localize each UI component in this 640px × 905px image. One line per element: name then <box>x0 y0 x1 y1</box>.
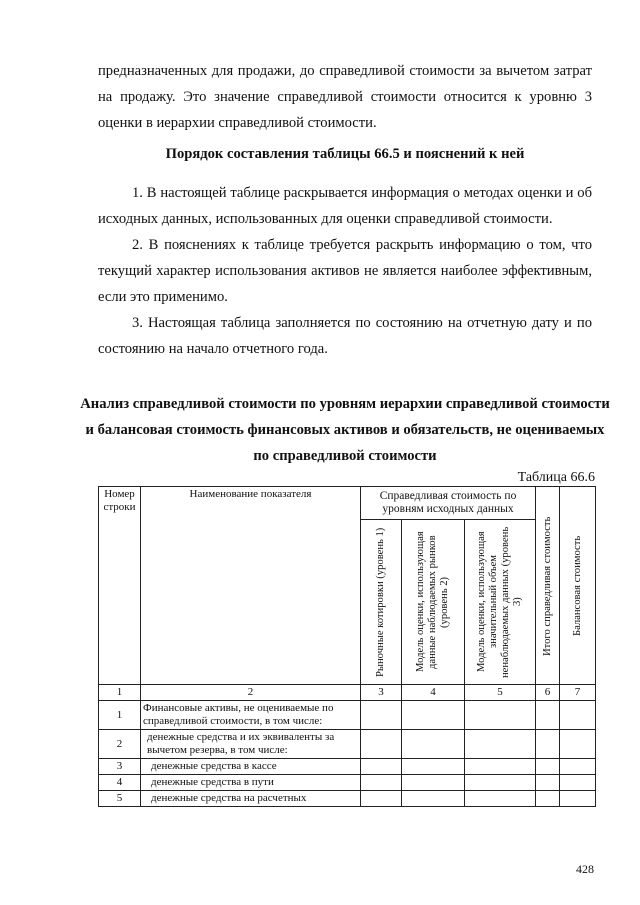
empty-cell <box>361 730 402 759</box>
header-fair-value-group: Справедливая стоимость по уровням исходных данных <box>361 487 536 520</box>
row-name: Финансовые активы, не оцениваемые по справедливой стоимости, в том числе: <box>141 701 361 730</box>
numbered-paragraph-1: 1. В настоящей таблице раскрывается информация о методах оценки и об исходных данных, использованных для оценки справедливой стоимости. <box>98 185 592 227</box>
row-number: 1 <box>99 701 141 730</box>
empty-cell <box>361 791 402 807</box>
empty-cell <box>402 775 465 791</box>
column-number-row <box>99 685 596 701</box>
table-row <box>99 791 596 807</box>
empty-cell <box>536 759 560 775</box>
column-number: 3 <box>361 685 402 701</box>
table-row <box>99 759 596 775</box>
intro-paragraph: предназначенных для продажи, до справедливой стоимости за вычетом затрат на продажу. Это значение справедливой стоимости относится к уровню 3 оценки в иерархии справедливой стоимости. <box>98 63 592 131</box>
numbered-paragraph-3: 3. Настоящая таблица заполняется по состоянию на отчетную дату и по состоянию на начало отчетного года. <box>98 315 592 357</box>
row-name: денежные средства в кассе <box>141 759 361 775</box>
empty-cell <box>560 775 596 791</box>
empty-cell <box>536 775 560 791</box>
empty-cell <box>402 759 465 775</box>
table-row <box>99 730 596 759</box>
empty-cell <box>361 701 402 730</box>
empty-cell <box>465 701 536 730</box>
row-name: денежные средства на расчетных <box>141 791 361 807</box>
header-level3-cell <box>465 520 536 685</box>
row-number: 5 <box>99 791 141 807</box>
empty-cell <box>402 791 465 807</box>
row-name: денежные средства в пути <box>141 775 361 791</box>
header-total-fair-value: Итого справедливая стоимость <box>541 515 553 656</box>
column-number: 4 <box>402 685 465 701</box>
empty-cell <box>361 759 402 775</box>
empty-cell <box>560 791 596 807</box>
header-level2-cell <box>402 520 465 685</box>
row-number: 3 <box>99 759 141 775</box>
row-number: 4 <box>99 775 141 791</box>
header-level1: Рыночные котировки (уровень 1) <box>375 527 386 677</box>
section-heading: Порядок составления таблицы 66.5 и пояснений к ней <box>165 146 525 162</box>
table-row <box>99 701 596 730</box>
empty-cell <box>560 759 596 775</box>
column-number: 1 <box>99 685 141 701</box>
empty-cell <box>402 701 465 730</box>
empty-cell <box>560 730 596 759</box>
header-level2: Модель оценки, использующая данные наблюдаемых рынков (уровень 2) <box>415 531 450 673</box>
empty-cell <box>536 730 560 759</box>
empty-cell <box>465 791 536 807</box>
table-label: Таблица 66.6 <box>517 470 595 485</box>
page-number: 428 <box>576 862 594 876</box>
column-number: 7 <box>560 685 596 701</box>
empty-cell <box>536 791 560 807</box>
empty-cell <box>361 775 402 791</box>
table-title: Анализ справедливой стоимости по уровням иерархии справедливой стоимости и балансовая стоимость финансовых активов и обязательств, не оцениваемых по справедливой стоимости <box>80 396 610 464</box>
empty-cell <box>465 759 536 775</box>
numbered-paragraphs <box>98 180 592 362</box>
header-level1-cell <box>361 520 402 685</box>
table-row <box>99 775 596 791</box>
empty-cell <box>560 701 596 730</box>
empty-cell <box>465 730 536 759</box>
numbered-paragraph-2: 2. В пояснениях к таблице требуется раскрыть информацию о том, что текущий характер использования активов не является наиболее эффективным, если это применимо. <box>98 237 592 305</box>
empty-cell <box>402 730 465 759</box>
header-carrying-amount-cell <box>560 487 596 685</box>
row-name: денежные средства и их эквиваленты за вычетом резерва, в том числе: <box>141 730 361 759</box>
header-level3: Модель оценки, использующая значительный объем ненаблюдаемых данных (уровень 3) <box>476 526 523 678</box>
header-carrying-amount: Балансовая стоимость <box>571 535 583 636</box>
fair-value-table <box>98 486 596 807</box>
column-number: 2 <box>141 685 361 701</box>
header-row-number: Номер строки <box>99 487 141 685</box>
column-number: 6 <box>536 685 560 701</box>
empty-cell <box>536 701 560 730</box>
header-total-fair-value-cell <box>536 487 560 685</box>
empty-cell <box>465 775 536 791</box>
row-number: 2 <box>99 730 141 759</box>
column-number: 5 <box>465 685 536 701</box>
header-indicator-name: Наименование показателя <box>141 487 361 685</box>
